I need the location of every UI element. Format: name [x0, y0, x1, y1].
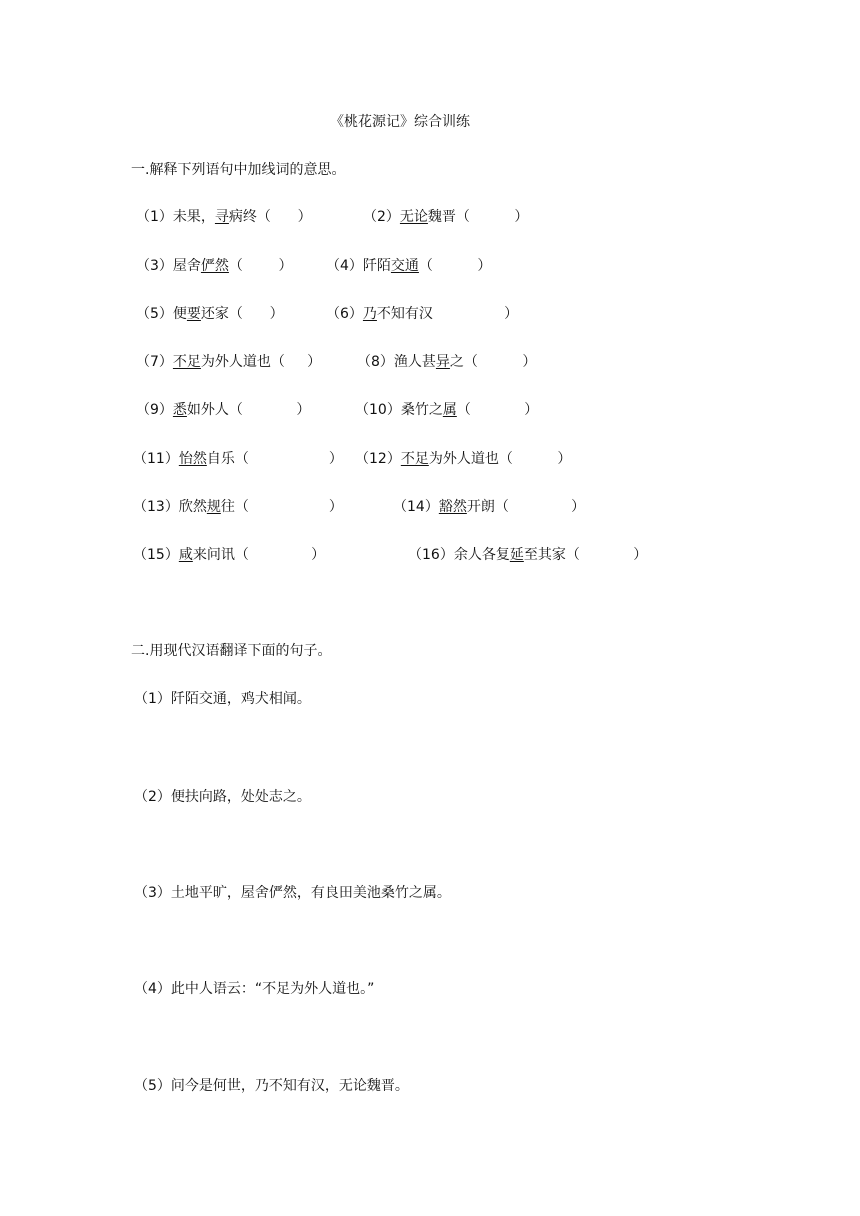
vocab-item [326, 256, 491, 276]
vocab-item [133, 449, 343, 469]
underlined-word: 寻 [214, 209, 229, 225]
translation-sentence: （4）此中人语云：“不足为外人道也。” [134, 981, 375, 997]
vocab-item [355, 449, 571, 469]
item-text: 桑竹之 [400, 402, 443, 418]
underlined-word: 豁然 [438, 499, 467, 515]
vocab-item [136, 400, 310, 420]
underlined-word: 规 [206, 499, 221, 515]
item-text: 往（ ） [220, 499, 343, 515]
item-number: （13） [133, 499, 179, 515]
item-text: 来问讯（ ） [192, 547, 326, 563]
underlined-word: 不足 [172, 354, 201, 370]
item-number: （14） [393, 499, 439, 515]
vocab-item [136, 352, 321, 372]
item-number: （2） [363, 209, 400, 225]
item-number: （8） [357, 354, 394, 370]
item-text: （ ） [228, 258, 293, 274]
item-text: 为外人道也（ ） [428, 451, 572, 467]
item-text: 余人各复 [453, 547, 510, 563]
vocab-item [408, 545, 647, 565]
document-title: 《桃花源记》综合训练 [330, 114, 470, 130]
item-text: 便 [172, 306, 187, 322]
underlined-word: 异 [435, 354, 450, 370]
item-number: （15） [133, 547, 179, 563]
underlined-word: 属 [442, 402, 457, 418]
item-text: 未果， [172, 209, 215, 225]
vocab-item [136, 304, 284, 324]
item-number: （3） [136, 258, 173, 274]
item-number: （12） [355, 451, 401, 467]
underlined-word: 要 [186, 306, 201, 322]
underlined-word: 咸 [178, 547, 193, 563]
vocab-item [393, 497, 585, 517]
item-text: 为外人道也（ ） [200, 354, 322, 370]
item-number: （9） [136, 402, 173, 418]
item-number: （7） [136, 354, 173, 370]
underlined-word: 交通 [390, 258, 419, 274]
item-number: （1） [136, 209, 173, 225]
vocab-item [136, 207, 312, 227]
underlined-word: 怡然 [178, 451, 207, 467]
underlined-word: 悉 [172, 402, 187, 418]
item-text: 还家（ ） [200, 306, 284, 322]
item-text: 病终（ ） [228, 209, 312, 225]
vocab-item [133, 497, 343, 517]
item-text: （ ） [456, 402, 539, 418]
vocab-item [355, 400, 538, 420]
item-number: （5） [136, 306, 173, 322]
item-number: （10） [355, 402, 401, 418]
item-text: 开朗（ ） [466, 499, 586, 515]
underlined-word: 无论 [399, 209, 428, 225]
item-number: （4） [326, 258, 363, 274]
translation-sentence: （1）阡陌交通，鸡犬相闻。 [134, 691, 311, 707]
translation-sentence: （3）土地平旷，屋舍俨然，有良田美池桑竹之属。 [134, 885, 451, 901]
item-text: 渔人甚 [393, 354, 436, 370]
vocab-item [363, 207, 528, 227]
underlined-word: 延 [509, 547, 524, 563]
underlined-word: 不足 [400, 451, 429, 467]
underlined-word: 俨然 [200, 258, 229, 274]
item-text: 之（ ） [449, 354, 537, 370]
vocab-item [357, 352, 536, 372]
translation-sentence: （2）便扶向路，处处志之。 [134, 789, 311, 805]
item-number: （6） [326, 306, 363, 322]
item-text: 自乐（ ） [206, 451, 343, 467]
item-text: （ ） [418, 258, 492, 274]
item-text: 欣然 [178, 499, 207, 515]
vocab-item [326, 304, 518, 324]
item-text: 魏晋（ ） [427, 209, 529, 225]
section-1-heading: 一.解释下列语句中加线词的意思。 [131, 162, 346, 178]
item-number: （11） [133, 451, 179, 467]
item-text: 如外人（ ） [186, 402, 311, 418]
item-text: 至其家（ ） [523, 547, 648, 563]
item-text: 屋舍 [172, 258, 201, 274]
translation-sentence: （5）问今是何世，乃不知有汉，无论魏晋。 [134, 1078, 409, 1094]
underlined-word: 乃 [362, 306, 377, 322]
item-text: 不知有汉 ） [376, 306, 519, 322]
section-2-heading: 二.用现代汉语翻译下面的句子。 [131, 643, 332, 659]
vocab-item [136, 256, 293, 276]
item-text: 阡陌 [362, 258, 391, 274]
vocab-item [133, 545, 325, 565]
item-number: （16） [408, 547, 454, 563]
